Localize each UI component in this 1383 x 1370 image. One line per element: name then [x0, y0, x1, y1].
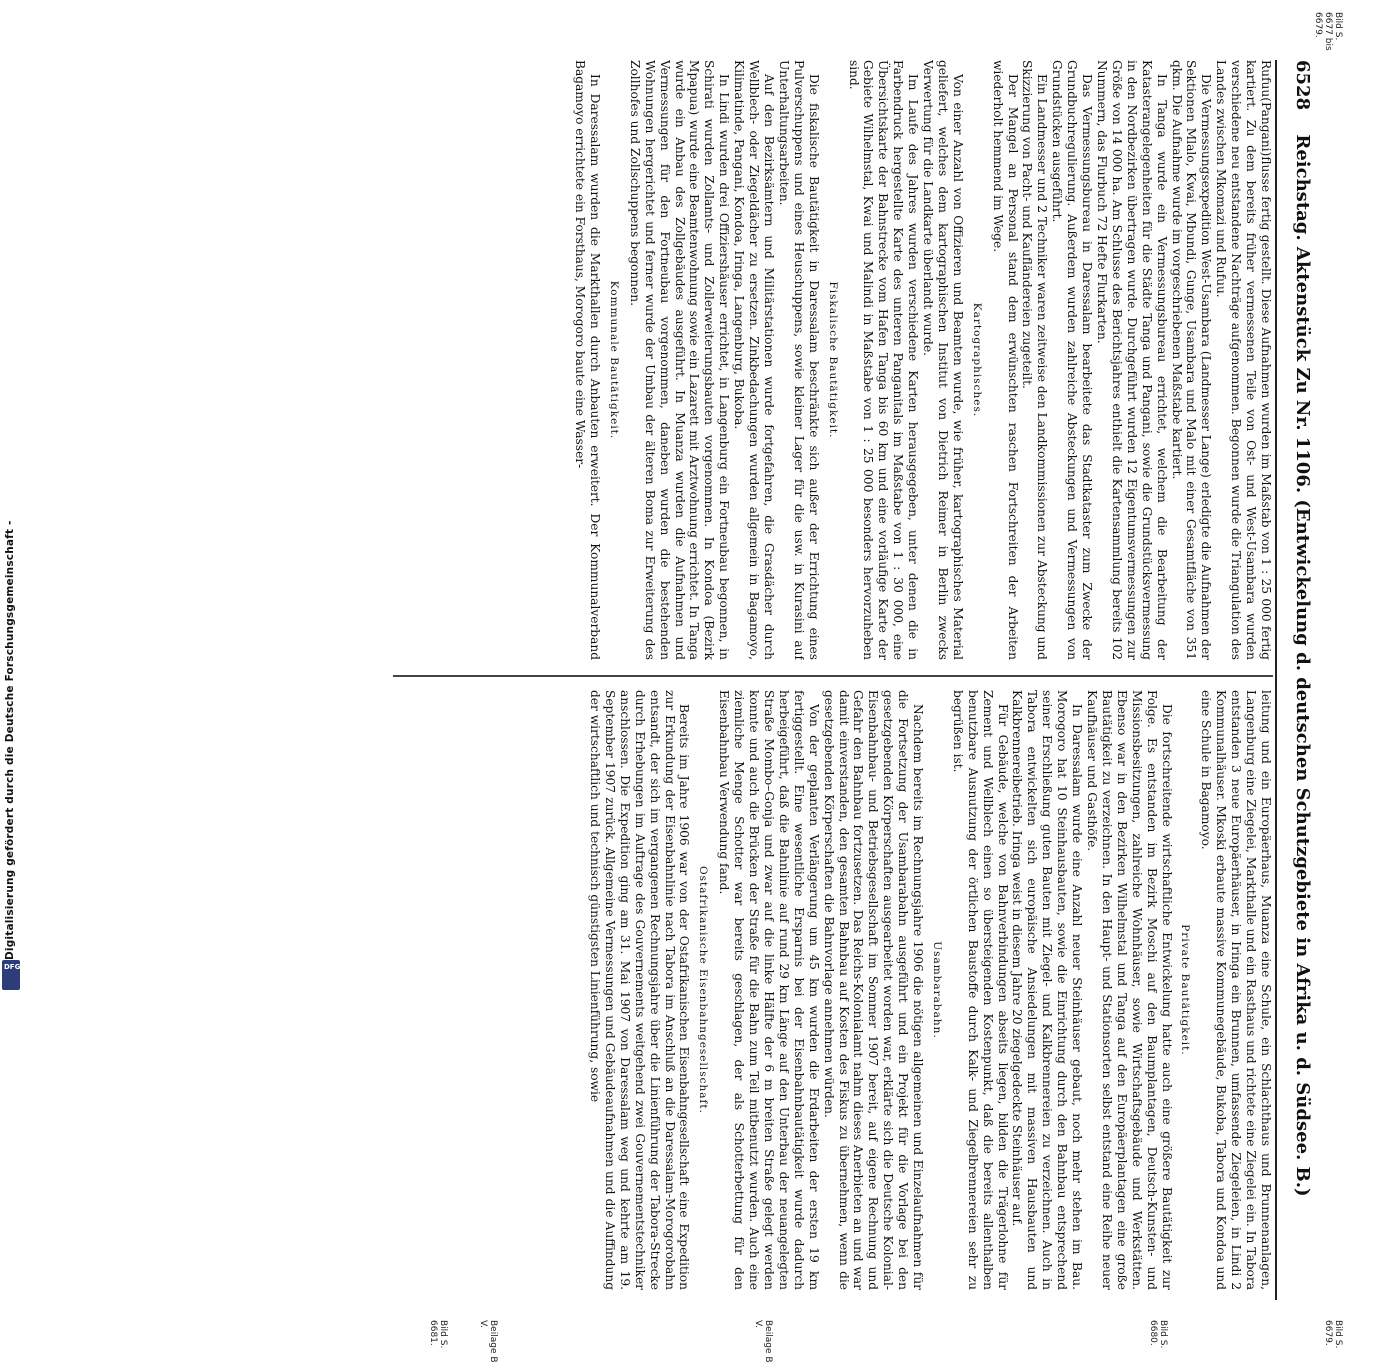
section-heading: Private Bautätigkeit.	[1179, 924, 1192, 1056]
margin-note: Bild S. 6680.	[1148, 1320, 1168, 1349]
margin-note: Beilage B V.	[478, 1320, 498, 1363]
section-heading: Fiskalische Bautätigkeit.	[826, 281, 839, 439]
page-header	[1275, 60, 1313, 1300]
margin-note: Beilage B V.	[753, 1320, 773, 1363]
paragraph: Das Vermessungsbureau in Daressalam bearbeitete das Stadtkataster zum Zwecke der Grundbuchregulierung. Außerdem wurden zahlreiche Absteckungen und Vermessungen von Grundstücken ausgeführt.	[1050, 60, 1095, 660]
paragraph: In Tanga wurde ein Vermessungsbureau errichtet, welchem die Bearbeitung der Katasterangelegenheiten für die Städte Tanga und Pangani, sowie die Grundstücksvermessung in den Nordbezirken übertragen wurde. Durchgeführt wurden 12 Eigentumsvermessungen zur Größe von 14 000 ha. Am Schlusse des Berichtsjahres enthielt die Kartensammlung bereits 102 Nummern, das Flurbuch 72 Hefte Flurkarten.	[1095, 60, 1169, 660]
footer-credit: Digitalisierung gefördert durch die Deutsche Forschungsgemeinschaft -	[4, 520, 16, 960]
section-heading: Usambarabahn.	[930, 941, 943, 1039]
paragraph: Von der geplanten Verlängerung um 45 km wurden die Erdarbeiten der ersten 19 km fertiggestellt. Eine wesentliche Ersparnis bei der Eisenbahnbautätigkeit wurde dadurch herbeigeführt, daß die Bahnlinie auf rund 29 km Länge auf den Unterbau der neuangelegten Straße Mombo–Gonja und zwar auf die linke Hälfte der 6 m breiten Straße gelegt werden konnte und auch die Brücken der Straße für die Bahn zum Teil mitbenutzt wurden. Auch eine ziemliche Menge Schotter war bereits geschlagen, der als Schotterbettung für den Eisenbahnbau Verwendung fand.	[717, 690, 821, 1290]
section-heading: Ostafrikanische Eisenbahngesellschaft.	[697, 866, 710, 1114]
paragraph: In Lindi wurden drei Offiziershäuser errichtet, in Langenburg ein Fortneubau begonnen, in Schirati wurden Zollamts- und Zollerweiterungsbauten vorgenommen. In Kondoa (Bezirk Mpapua) wurde eine Beamtenwohnung sowie ein Lazarett mit Arztwohnung errichtet. In Tanga wurde ein Anbau des Zollgebäudes ausgeführt. In Muanza wurden die Aufnahmen und Vermessungen für den Fortneubau vorgenommen, daneben wurden die bestehenden Wohnungen hergerichtet und ferner wurde der Umbau der älteren Boma zur Erweiterung des Zollhofes und Zollschuppens begonnen.	[627, 60, 732, 660]
paragraph: Auf den Bezirksämtern und Militärstationen wurde fortgefahren, die Grasdächer durch Wellblech- oder Ziegeldächer zu ersetzen. Zinkbedachungen wurden allgemein in Bagamoyo, Kilimatinde, Pangani, Kondoa, Iringa, Langenburg, Bukoba.	[732, 60, 776, 660]
section-heading: Kartographisches.	[970, 302, 983, 418]
paragraph: In Daressalam wurde eine Anzahl neuer Steinhäuser gebaut, noch mehr stehen im Bau. Morogoro hat 10 Steinhausbauten, sowie die Einrichtung durch den Bahnbau entsprechend seiner Erschließung guten Bauten mit Ziegel- und Kalkbrennereien zu verzeichnen. Auch in Tabora entwickelten sich europäische Ansiedelungen mit massiven Hausbauten und Kalkbrennereibetrieb. Iringa weist in diesem Jahre 20 ziegelgedeckte Steinhäuser auf.	[1010, 690, 1085, 1290]
column-divider	[393, 675, 1273, 677]
right-column	[393, 690, 1273, 1290]
page-number: 6528	[1292, 60, 1313, 111]
paragraph: Bereits im Jahre 1906 war von der Ostafrikanischen Eisenbahngesellschaft eine Expedition zur Erkundung der Eisenbahnlinie nach Tabora im Anschluß an die Daressalam-Morogorobahn entsandt, der sich im vergangenen Rechnungsjahre über die Linienführung der Tabora-Strecke durch Erhebungen im Auftrage des Gouvernements weitgehend zwei Gouvernementstechniker anschlossen. Die Expedition ging am 31. Mai 1907 von Daressalam weg und kehrte am 19. September 1907 zurück. Allgemeine Vermessungen und Gebäudeaufnahmen und die Auffindung der wirtschaftlich und technisch günstigsten Linienführung, sowie	[588, 690, 692, 1290]
paragraph: leitung und ein Europäerhaus, Muanza eine Schule, ein Schlachthaus und Brunnenanlagen, Langenburg eine Ziegelei, Markthalle und ein Rasthaus und richtete eine Ziegelei ein. In Tabora entstanden 3 neue Europäerhäuser, in Iringa ein Brunnen, umfassende Ziegeleien, in Lindi 2 Kommunalhäuser. Mkoski erbaute massive Kommunegebäude, Bukoba, Tabora und Kondoa und eine Schule in Bagamoyo.	[1199, 690, 1273, 1290]
paragraph: Von einer Anzahl von Offizieren und Beamten wurde, wie früher, kartographisches Material geliefert, welches dem kartographischen Institut von Dietrich Reimer in Berlin zwecks Verwertung für die Landkarte überlandt wurde.	[921, 60, 965, 660]
margin-note: Bild S. 6679.	[1323, 1320, 1343, 1349]
paragraph: Nachdem bereits im Rechnungsjahre 1906 die nötigen allgemeinen und Einzelaufnahmen für die Fortsetzung der Usambarabahn ausgeführt und ein Projekt für die Vorlage bei den gesetzgebenden Körperschaften ausgearbeitet worden war, erklärte sich die Deutsche Kolonial-Eisenbahnbau- und Betriebsgesellschaft im Sommer 1907 bereit, auf eigene Rechnung und Gefahr den Bahnbau fortzusetzen. Das Reichs-Kolonialamt nahm dieses Anerbieten an und war damit einverstanden, den gesamten Bahnbau auf Kosten des Fiskus zu übernehmen, wenn die gesetzgebenden Körperschaften die Bahnvorlage annehmen würden.	[821, 690, 926, 1290]
margin-note: Bild S. 6681.	[428, 1320, 448, 1349]
paragraph: Für Gebäude, welche von Bahnverbindungen abseits liegen, bilden die Trägerlohne für Zement und Wellblech einen so übersteigenden Kostenpunkt, daß die bereits allenthalben benutzbare Ausnutzung der örtlichen Baustoffe durch Kalk- und Ziegelbrennereien sehr zu begrüßen ist.	[950, 690, 1010, 1290]
section-heading: Kommunale Bautätigkeit.	[607, 280, 620, 440]
paragraph: Der Mangel an Personal stand dem erwünschten raschen Fortschreiten der Arbeiten wiederholt hemmend im Wege.	[990, 60, 1020, 660]
paragraph: Ein Landmesser und 2 Techniker waren zeitweise den Landkommissionen zur Absteckung und Skizzierung von Pacht- und Kaufländereien zugeteilt.	[1020, 60, 1050, 660]
page-title: Reichstag. Aktenstück Zu Nr. 1106. (Entwickelung d. deutschen Schutzgebiete in Afrika u. d. Südsee. B.)	[1292, 134, 1313, 1197]
paragraph: Rufuu(Pangani)flusse fertig gestellt. Diese Aufnahmen wurden im Maßstab von 1 : 25 000 fertig kartiert. Zu dem bereits früher vermessenen Teile von Ost- und West-Usambara wurden verschiedene neu entstandene Nachträge aufgenommen. Begonnen wurde die Triangulation des Landes zwischen Mkomazi und Rufuu.	[1214, 60, 1273, 660]
paragraph: Die Vermessungsexpedition West-Usambara (Landmesser Lange) erledigte die Aufnahmen der Sektionen Mlalo, Kwai, Mbundi, Gunge, Usambara und Malo mit einer Gesamtfläche von 351 qkm. Die Aufnahme wurde im vorgeschriebenen Maßstabe kartiert.	[1169, 60, 1214, 660]
margin-note: Bild S. 6677 bis 6679.	[1313, 12, 1343, 51]
left-column	[393, 60, 1273, 660]
dfg-logo: DFG	[2, 960, 20, 990]
paragraph: Die fiskalische Bautätigkeit in Daressalam beschränkte sich außer der Errichtung eines Pulverschuppens und eines Heuschuppens, sowie kleiner Lager für die usw. in Kurasini auf Unterhaltungsarbeiten.	[776, 60, 821, 660]
paragraph: Im Laufe des Jahres wurden verschiedene Karten herausgegeben, unter denen die in Farbendruck hergestellte Karte des unteren Panganitals im Maßstabe von 1 : 30 000, eine Übersichtskarte der Bahnstrecke vom Hafen Tanga bis 60 km und eine vorläufige Karte der Gebiete Wilhelmstal, Kwai und Malindi in Maßstabe von 1 : 25 000 besonders hervorzuheben sind.	[846, 60, 921, 660]
paragraph: Die fortschreitende wirtschaftliche Entwickelung hatte auch eine größere Bautätigkeit zur Folge. Es entstanden im Bezirk Moschi auf den Baumplantagen, Deutsch-Kunsten- und Missionsbesitzungen, zahlreiche Wohnhäuser, sowie Wirtschaftsgebäude und Werkstätten. Ebenso war in den Bezirken Wilhelmstal und Tanga auf den Europäerplantagen eine große Bautätigkeit zu verzeichnen. In den Haupt- und Stationsorten selbst entstand eine Reihe neuer Kaufhäuser und Gasthöfe.	[1085, 690, 1174, 1290]
paragraph: In Daressalam wurden die Markthallen durch Anbauten erweitert. Der Kommunalverband Bagamoyo errichtete ein Forsthaus, Morogoro baute eine Wasser-	[573, 60, 603, 660]
